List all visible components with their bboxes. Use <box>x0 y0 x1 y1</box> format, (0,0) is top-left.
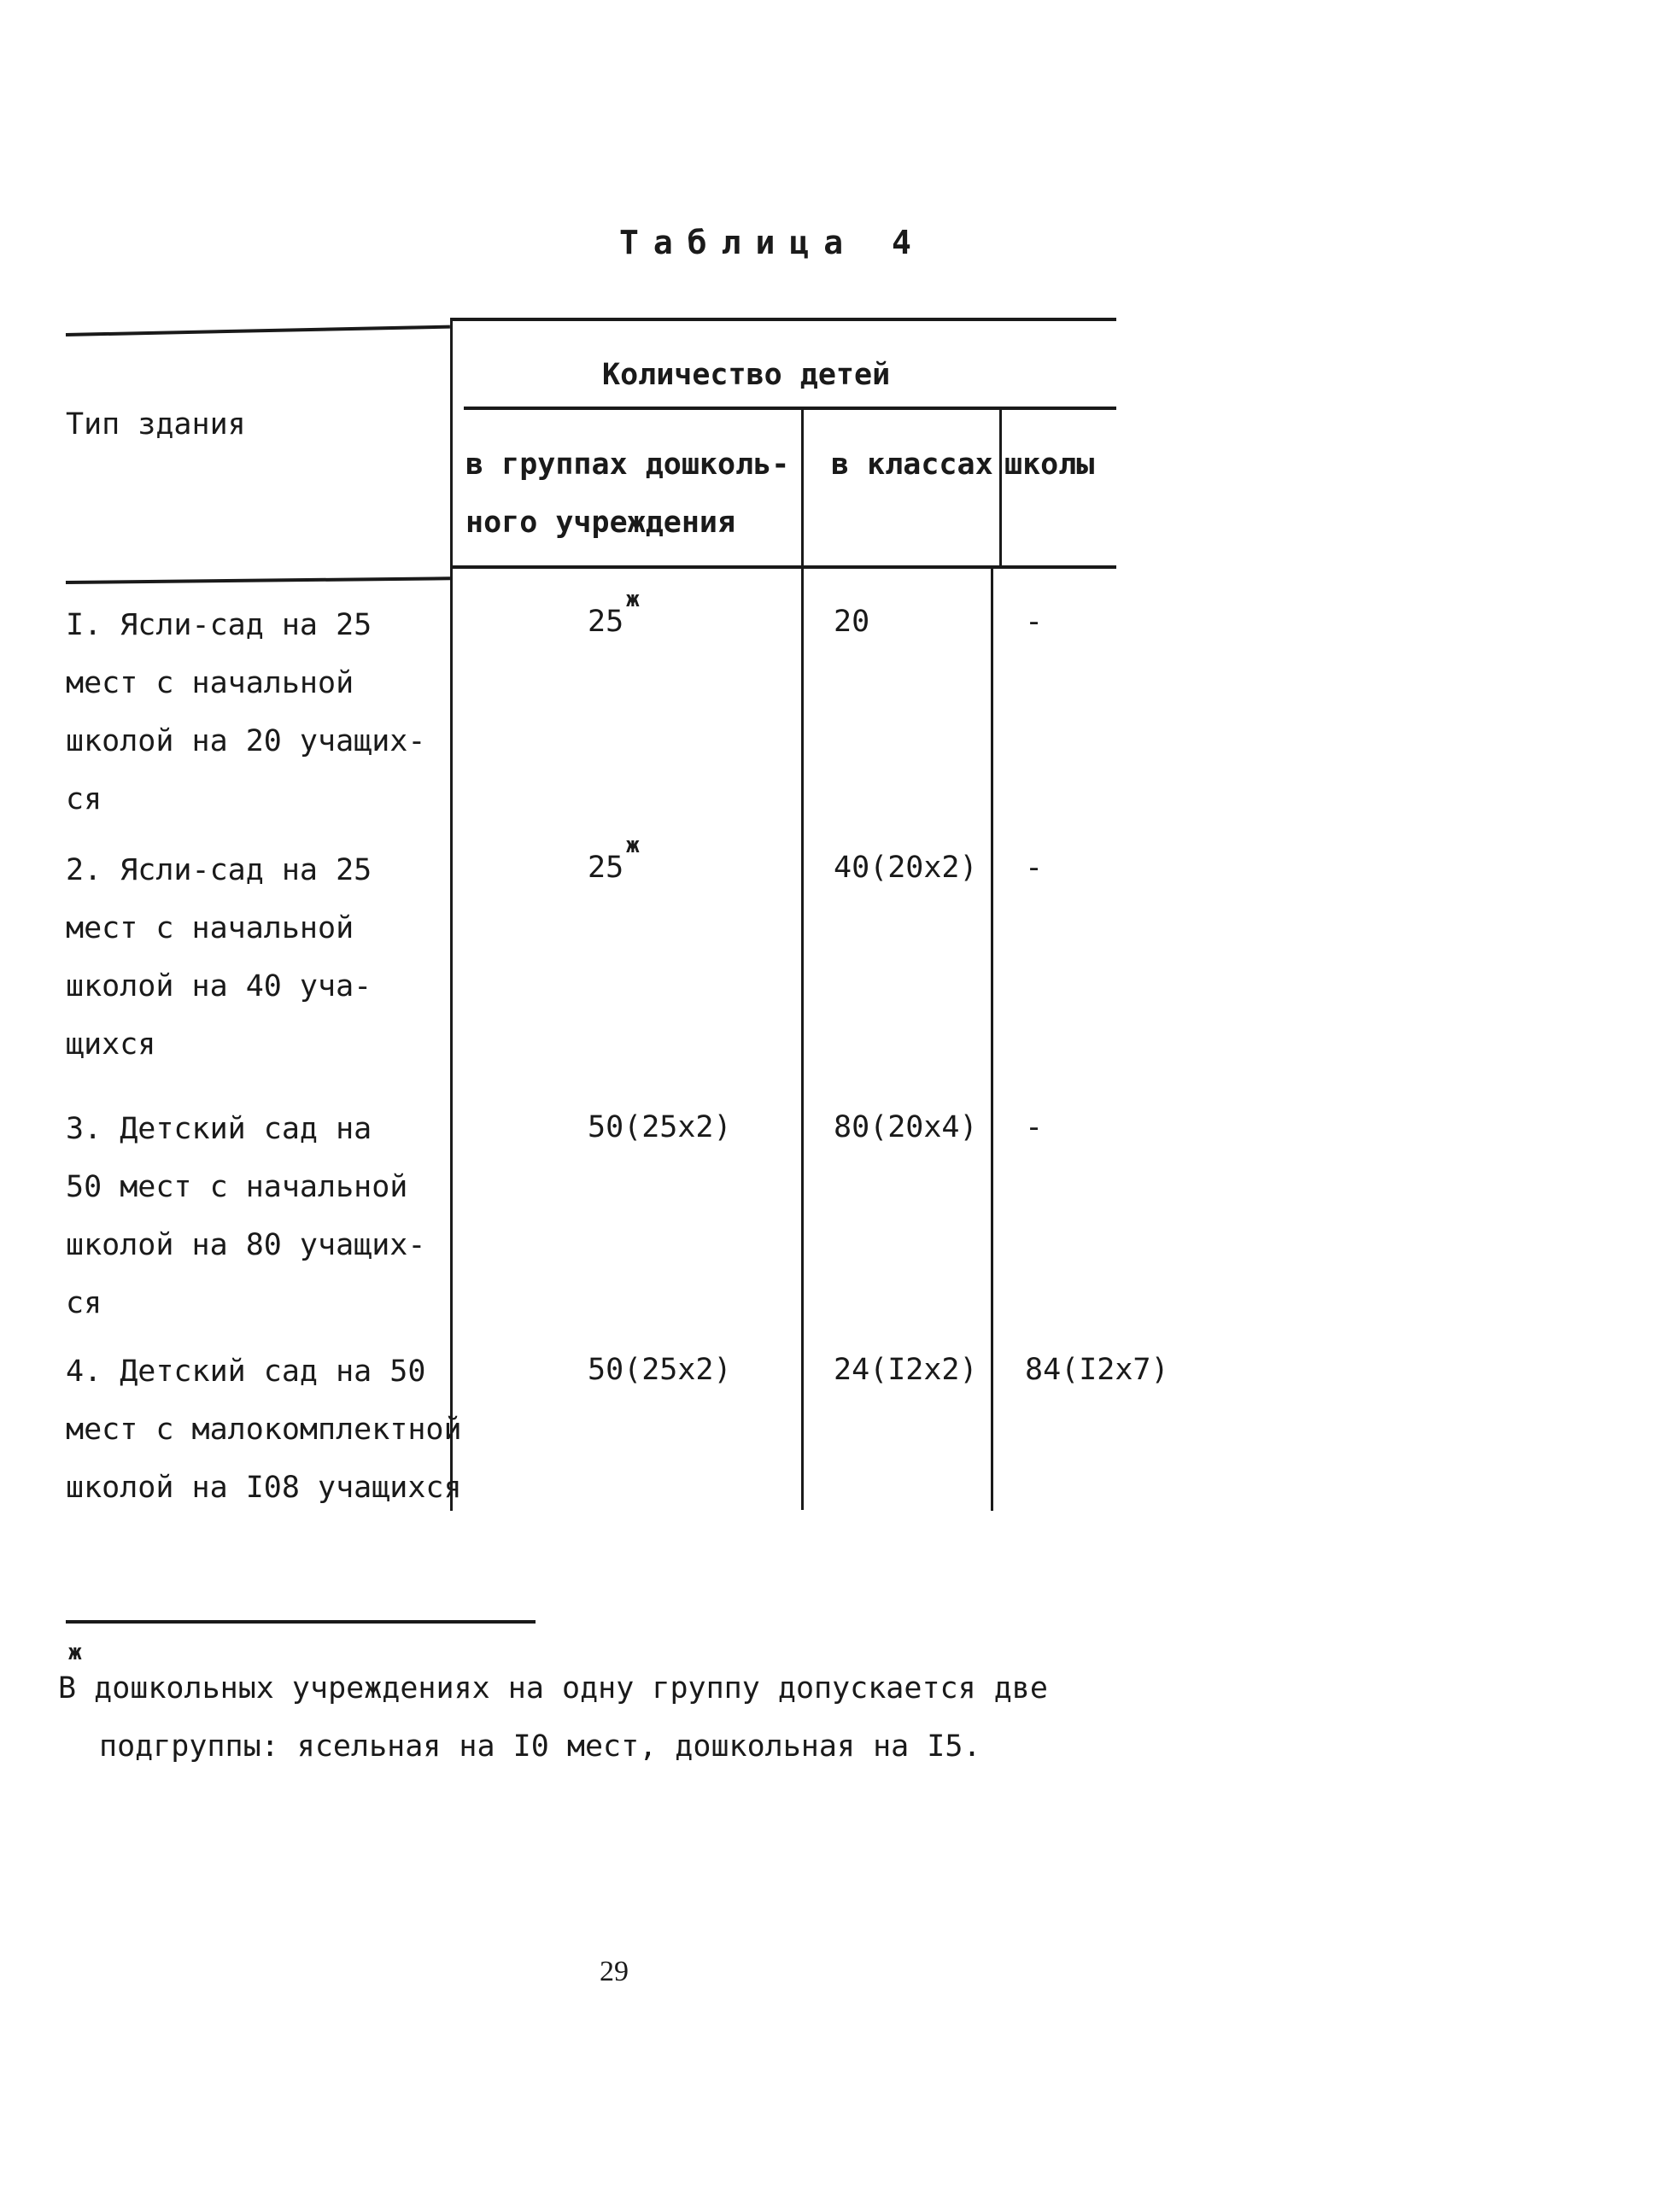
page-number: 29 <box>600 1956 629 1987</box>
row-2-name-line-4: щихся <box>66 1027 156 1062</box>
row-2-name-line-3: школой на 40 уча- <box>66 969 372 1003</box>
column-divider-preschool-classes <box>801 408 804 1510</box>
footnote-separator <box>66 1620 536 1624</box>
footnote-line-1: В дошкольных учреждениях на одну группу допускается две <box>58 1671 1048 1706</box>
row-2-classes: 40(20x2) <box>834 851 978 885</box>
row-2-name-line-2: мест с начальной <box>66 911 354 945</box>
row-1-classes: 20 <box>834 605 870 639</box>
column-divider-classes-school <box>999 408 1002 567</box>
column-divider-classes-school-body <box>991 567 993 1511</box>
subheader-rule <box>464 407 1116 410</box>
row-4-name-line-1: 4. Детский сад на 50 <box>66 1355 426 1389</box>
row-3-name-line-3: школой на 80 учащих- <box>66 1228 426 1262</box>
row-4-classes: 24(I2x2) <box>834 1353 978 1387</box>
row-4-school: 84(I2x7) <box>1025 1353 1169 1387</box>
header-children-count: Количество детей <box>602 358 891 392</box>
footnote-line-2: подгруппы: ясельная на I0 мест, дошкольная на I5. <box>99 1729 981 1764</box>
row-1-preschool: 25 <box>588 605 624 639</box>
header-preschool-groups-line2: ного учреждения <box>465 506 736 540</box>
table-title: Таблица 4 <box>619 224 926 261</box>
row-1-school: - <box>1025 605 1044 639</box>
header-school-classes-prefix: в классах <box>831 448 993 482</box>
row-4-name-line-3: школой на I08 учащихся <box>66 1471 462 1505</box>
row-3-name-line-2: 50 мест с начальной <box>66 1170 408 1204</box>
row-3-preschool: 50(25x2) <box>588 1110 732 1144</box>
row-1-name-line-1: I. Ясли-сад на 25 <box>66 608 372 642</box>
row-1-preschool-footnote-mark: ж <box>626 587 640 612</box>
row-4-name-line-2: мест с малокомплектной <box>66 1413 462 1447</box>
table-top-rule-left <box>66 325 450 336</box>
row-3-school: - <box>1025 1110 1044 1144</box>
header-bottom-rule-left <box>66 576 450 584</box>
header-building-type: Тип здания <box>66 407 246 442</box>
row-2-name-line-1: 2. Ясли-сад на 25 <box>66 853 372 887</box>
header-preschool-groups-line1: в группах дошколь- <box>465 448 790 482</box>
header-school-classes-suffix: школы <box>1004 448 1095 482</box>
row-2-preschool: 25 <box>588 851 624 885</box>
row-3-name-line-1: 3. Детский сад на <box>66 1112 372 1146</box>
footnote-mark: ж <box>68 1640 82 1665</box>
row-2-preschool-footnote-mark: ж <box>626 833 640 858</box>
row-1-name-line-4: ся <box>66 782 102 816</box>
row-1-name-line-3: школой на 20 учащих- <box>66 724 426 758</box>
row-4-preschool: 50(25x2) <box>588 1353 732 1387</box>
header-bottom-rule-right <box>450 565 1116 569</box>
column-divider-main <box>450 319 453 1511</box>
row-1-name-line-2: мест с начальной <box>66 666 354 700</box>
row-3-classes: 80(20x4) <box>834 1110 978 1144</box>
row-3-name-line-4: ся <box>66 1286 102 1320</box>
table-top-rule-right <box>450 318 1116 321</box>
row-2-school: - <box>1025 851 1044 885</box>
